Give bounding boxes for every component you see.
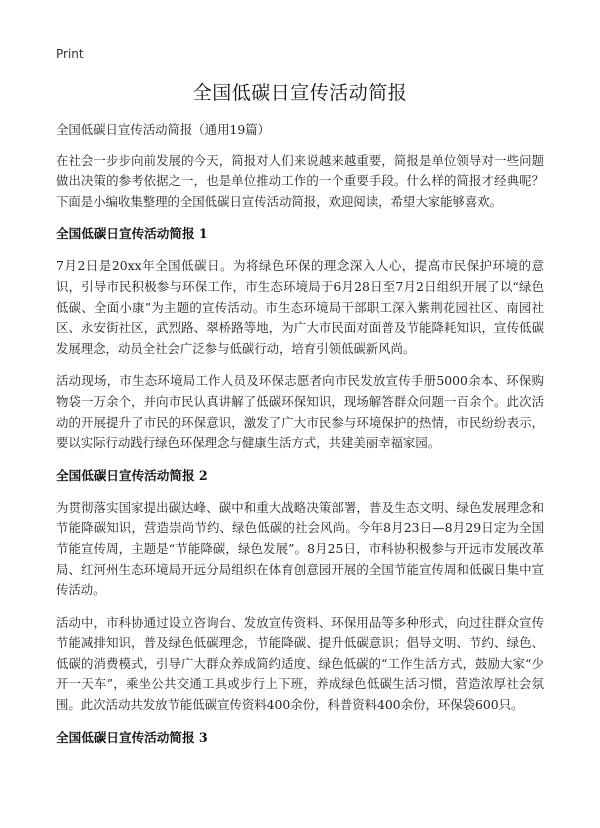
print-link[interactable]: Print xyxy=(56,47,84,61)
intro-paragraph: 在社会一步步向前发展的今天，简报对人们来说越来越重要，简报是单位领导对一些问题做出决策的参考依据之一，也是单位推动工作的一个重要手段。什么样的简报才经典呢？下面是小编收集整理的全国低碳日宣传活动简报，欢迎阅读，希望大家能够喜欢。 xyxy=(56,152,544,209)
document-body xyxy=(56,120,544,760)
section-paragraph: 7月2日是20xx年全国低碳日。为将绿色环保的理念深入人心，提高市民保护环境的意识，引导市民积极参与环保工作，市生态环境局于6月28日至7月2日组织开展了以“绿色低碳、全面小康”为主题的宣传活动。市生态环境局干部职工深入紫荆花园社区、南园社区、永安街社区，武烈路、翠桥路等地，为广大市民面对面普及节能降耗知识，宣传低碳发展理念，动员全社会广泛参与低碳行动，培育引领低碳新风尚。 xyxy=(56,258,544,356)
page-title: 全国低碳日宣传活动简报 xyxy=(192,82,408,104)
section-paragraph: 活动中，市科协通过设立咨询台、发放宣传资料、环保用品等多种形式，向过往群众宣传节能减排知识，普及绿色低碳理念，节能降碳、提升低碳意识；倡导文明、节约、绿色、低碳的消费模式，引导广大群众养成简约适度、绿色低碳的“工作生活方式，鼓励大家“少开一天车”，乘坐公共交通工具或步行上下班，养成绿色低碳生活习惯，营造浓厚社会氛围。此次活动共发放节能低碳宣传资料400余份，科普资料400余份，环保袋600只。 xyxy=(56,614,544,713)
document-subtitle: 全国低碳日宣传活动简报（通用19篇） xyxy=(56,122,271,137)
section-heading: 全国低碳日宣传活动简报 1 xyxy=(56,226,208,242)
section-heading: 全国低碳日宣传活动简报 2 xyxy=(56,467,208,483)
section-paragraph: 为贯彻落实国家提出碳达峰、碳中和重大战略决策部署，普及生态文明、绿色发展理念和节能降碳知识，营造崇尚节约、绿色低碳的社会风尚。今年8月23日—8月29日定为全国节能宣传周，主题是“节能降碳，绿色发展”。8月25日，市科协积极参与开远市发展改革局、红河州生态环境局开远分局组织在体育创意园开展的全国节能宣传周和低碳日集中宣传活动。 xyxy=(56,499,544,598)
section-heading: 全国低碳日宣传活动简报 3 xyxy=(56,729,208,745)
section-paragraph: 活动现场，市生态环境局工作人员及环保志愿者向市民发放宣传手册5000余本、环保购物袋一万余个，并向市民认真讲解了低碳环保知识，现场解答群众问题一百余个。此次活动的开展提升了市民的环保意识，激发了广大市民参与环境保护的热情，市民纷纷表示，要以实际行动践行绿色环保理念与健康生活方式，共建美丽幸福家园。 xyxy=(56,373,544,451)
